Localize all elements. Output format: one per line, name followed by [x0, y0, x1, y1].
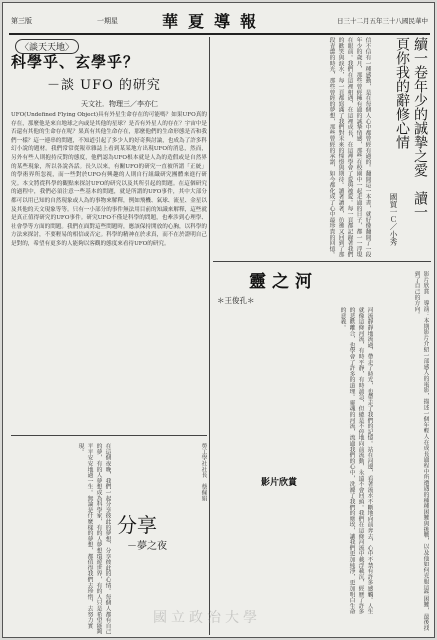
reading-article — [213, 37, 431, 259]
column-divider — [209, 37, 210, 635]
ufo-article — [11, 37, 207, 381]
issue-date: 日三十二月五年三十八國民華中 — [337, 17, 428, 25]
issue-label: 一期星 — [97, 17, 118, 25]
ufo-body: UFO(Undefined Flying Object)具有外星生命存在的可能嗎？如果UFO真的存在，那麼他是來自地球之內或是其他的星球？是否有外星人的存在？宇宙中是否還有其他的生命存在呢？果真有其他生命存在，那麼他們的生命形態是否和我們一樣？這一連串的問題，不知道引起了多少人的好奇與討論，也成為了許多科幻小說的題材。我們常常從報章雜誌上看到某某地方出現UFO的消息，然而，另外有些人則抱持反對的態度，他們認為UFO根本就是人為的造假或是自然界的某些現象，所以各說各話。長久以來，有關UFO的研究一直被所謂「正統」的學術界所忽視，而一些對於UFO有興趣的人則自行組織研究團體來進行研究。本文將從科學的觀點來探討UFO的研究以及其所引起的問題。在這個研究的過程中，我們必須注意一些基本的問題，就是所謂的UFO事件，其中大部分都可以用已知的自然現象或人為的事物來解釋，例如飛機、氣球、流星、金星以及其他的天文現象等等。只有一小部分的事件無法用目前的知識來解釋，這些就是真正值得研究的UFO事件。研究UFO不僅是科學的問題，也牽涉到心理學、社會學等方面的問題。我們在面對這些問題時，應該保持開放的心胸，以科學的方法來探討，不要輕易的相信或否定。科學的精神在於求真，而不在於證明自己是對的，希望有更多的人能夠以客觀的態度來看待UFO的研究。 — [11, 112, 207, 247]
reading-body: 信不信有一種感動，是在每個人心中都曾經有過的。翻開這一本書，就好像翻開了一段年少的歲月，那些曾經擁有過的誠摯情感，那些在校園中一起走過的日子，都一一浮現在眼前。我們在這裡相遇，在這裡成長，在這裡學會了愛與被愛。每一頁都記錄著我們的歡笑與淚水，每一頁都寫滿了我們對未來的憧憬與期待。讀著讀著，彷彿又回到了那段青澀的時光，那些曾經的夢想，那些曾經的承諾，如今都化成了心中最珍貴的回憶。 — [328, 37, 370, 258]
film-section-title: 影片欣賞 — [261, 478, 298, 488]
section-divider — [11, 435, 207, 436]
reading-headline: 續一卷年少的誠摯之愛 讀一頁你我的辭修心情 — [394, 37, 428, 219]
library-watermark: 國立政治大學 — [153, 610, 261, 626]
newspaper-page — [2, 2, 435, 638]
ufo-headline: 科學乎、玄學乎？ — [11, 53, 140, 71]
newspaper-title: 華夏導報 — [161, 12, 266, 31]
ufo-subheadline: －談 UFO 的研究 — [47, 78, 161, 93]
section-divider — [213, 261, 431, 262]
share-byline: 勞工學社社長 蔡佩娟 — [200, 443, 206, 501]
masthead — [9, 9, 430, 35]
river-article — [213, 265, 431, 639]
page-number: 第三版 — [11, 17, 32, 25]
river-body: 河流靜靜地流過，帶走了時光，也帶走了我們的記憶。站在河邊，看著流水不斷地向前奔去，心中不禁有許多感觸。人生就像這條河流，有時平靜，有時湍急，但總是不停地向前流動，永遠不會回頭。我們在這條河流中載浮載沉，經歷了許多的悲歡離合，也學會了許多的道理。靈魂的河流，流過我們的心中，洗滌了我們的塵埃，讓我們更加純淨，更加明白生命的意義。 — [339, 307, 372, 615]
film-review-body: 影片欣賞 導演：本期影片介紹一部感人的電影，描述一個年輕人在成長過程中所遭遇的種種困難與挑戰，以及他如何克服這些困難，最後找到了自己的方向。 — [413, 271, 428, 631]
column-tag: 〈談天天地〉 — [15, 39, 79, 54]
reading-author: 國貿一Ｃ／小秀 — [389, 193, 398, 246]
river-author: ＊王俊孔＊ — [217, 296, 255, 305]
ufo-byline: 天文社．物理三／李亦仁 — [81, 100, 158, 108]
share-subtitle: －夢之夜 — [127, 541, 167, 552]
share-body: 在這個夜晚，我們一起分享彼此的夢想，分享彼此的心情。每個人都有自己的夢，有的人夢想成為科學家，有的人夢想環遊世界，有的人只是希望能夠平平安安地過一生。無論是什麼樣的夢想，都值得我們去珍惜，去努力實現。 — [77, 443, 110, 635]
river-title: 靈之河 — [249, 272, 318, 292]
share-title: 分享 — [117, 513, 157, 537]
